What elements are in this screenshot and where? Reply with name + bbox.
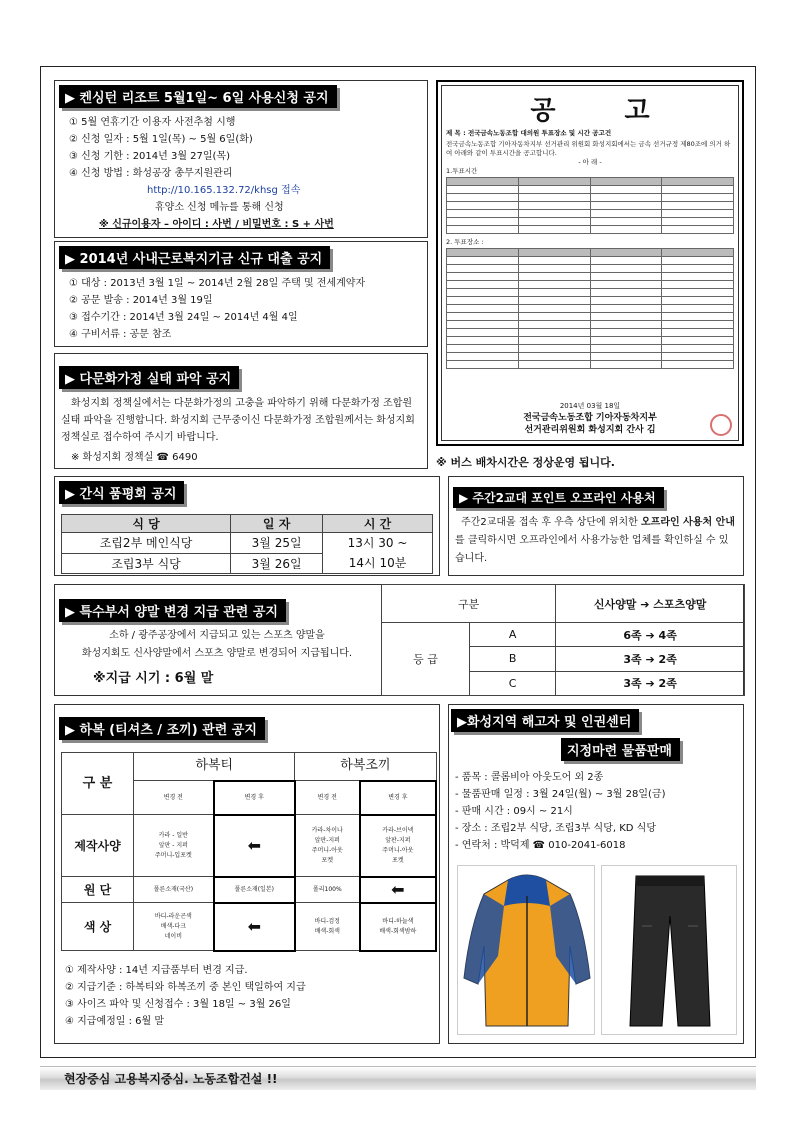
socks-note: ※지급 시기 : 6월 말 [93, 671, 214, 686]
points-offline-link[interactable]: 오프라인 사용처 안내 [641, 517, 735, 528]
snack-place-2: 조립3부 식당 [62, 553, 231, 574]
row-fabric-tee-before: 폴른소재(국산) [134, 877, 214, 903]
pants-icon [602, 866, 738, 1036]
resort-title: ▶ 켄싱턴 리조트 5월1일~ 6일 사용신청 공지 [59, 85, 337, 108]
notice-title: 공 고 [530, 96, 680, 126]
snack-header-date: 일 자 [231, 515, 323, 533]
socks-title: ▶ 특수부서 양말 변경 지급 관련 공지 [59, 599, 286, 622]
socks-table [381, 584, 745, 696]
socks-section [54, 584, 744, 696]
summer-col-group: 구 분 [62, 753, 134, 815]
row-color-tee-before: 바디-라운곤색 배색-다크 네이비 [134, 903, 214, 951]
vest-before: 변경 전 [295, 781, 360, 815]
jacket-image [457, 865, 595, 1035]
sale-line-5: - 연락처 : 박덕제 ☎ 010-2041-6018 [455, 840, 626, 851]
notice-below: - 아 래 - [578, 158, 602, 166]
resort-lines [69, 114, 427, 233]
socks-grade-c-value: 3족 ➔ 2족 [556, 671, 745, 695]
tee-after: 변경 후 [214, 781, 295, 815]
row-color-vest-before: 바디-검정 배색-회색 [295, 903, 360, 951]
resort-line-2: ② 신청 일자 : 5월 1일(목) ~ 5월 6일(화) [69, 134, 253, 145]
sale-line-3: - 판매 시간 : 09시 ~ 21시 [455, 806, 573, 817]
sale-section [448, 704, 744, 1044]
row-spec-vest-after: 카라-브이넥 앞판-지퍼 주머니-아웃 포켓 [360, 815, 436, 877]
row-spec-tee-before: 카라 - 일반 앞판 - 지퍼 주머니-입포켓 [134, 815, 214, 877]
summer-note-3: ③ 사이즈 파악 및 신청접수 : 3월 18일 ~ 3월 26일 [65, 998, 291, 1010]
socks-line-2: 화성지회도 신사양말에서 스포츠 양말로 변경되어 지급됩니다. [81, 648, 353, 659]
loan-line-3: ③ 접수기간 : 2014년 3월 24일 ~ 2014년 4월 4일 [69, 312, 298, 323]
election-notice [436, 80, 744, 446]
socks-grade-b: B [470, 647, 556, 671]
socks-header-left: 구분 [382, 585, 556, 623]
multicultural-section [54, 353, 428, 469]
summer-table [61, 752, 437, 952]
summer-section [54, 704, 440, 1044]
socks-grade-c: C [470, 671, 556, 695]
resort-menu-line: 휴양소 신청 메뉴를 통해 신청 [155, 202, 284, 213]
resort-line-1: ① 5월 연휴기간 이용자 사전추첨 시행 [69, 117, 236, 128]
resort-section [54, 80, 428, 238]
notice-subject: 제 목 : 전국금속노동조합 대의원 투표장소 및 시간 공고건 [446, 129, 612, 137]
loan-line-2: ② 공문 발송 : 2014년 3월 19일 [69, 295, 213, 306]
socks-header-right: 신사양말 ➔ 스포츠양말 [556, 585, 745, 623]
multicultural-title: ▶ 다문화가정 실태 파악 공지 [59, 366, 239, 389]
resort-url[interactable]: http://10.165.132.72/khsg 접속 [147, 185, 301, 196]
socks-grade-a-value: 6족 ➔ 4족 [556, 623, 745, 647]
summer-title: ▶ 하복 (티셔츠 / 조끼) 관련 공지 [59, 717, 265, 740]
sale-title-2: 지정마련 물품판매 [561, 738, 680, 761]
row-spec-tee-after: ⬅ [214, 815, 295, 877]
summer-note-2: ② 지급기준 : 하복티와 하복조끼 중 본인 택일하여 지급 [65, 981, 306, 993]
row-fabric-vest-before: 폴리100% [295, 877, 360, 903]
socks-grade-label: 등 급 [382, 623, 470, 696]
sale-title-1: ▶화성지역 해고자 및 인권센터 [451, 709, 639, 732]
points-text-1: 주간2교대몰 접속 후 우측 상단에 위치한 [461, 517, 641, 528]
row-color-tee-after: ⬅ [214, 903, 295, 951]
summer-note-4: ④ 지급예정일 : 6월 말 [65, 1015, 165, 1027]
snack-title: ▶ 간식 품평회 공지 [59, 481, 184, 504]
tee-before: 변경 전 [134, 781, 214, 815]
bus-note: ※ 버스 배차시간은 정상운영 됩니다. [436, 456, 615, 469]
points-section [448, 476, 744, 576]
sale-line-4: - 장소 : 조립2부 식당, 조립3부 식당, KD 식당 [455, 823, 656, 834]
snack-place-1: 조립2부 메인식당 [62, 533, 231, 554]
notice-section-1: 1.투표시간 [446, 167, 478, 175]
snack-header-time: 시 간 [323, 515, 433, 533]
points-body [455, 514, 737, 568]
row-spec-vest-before: 카라-차이나 앞판-지퍼 주머니-아웃 포켓 [295, 815, 360, 877]
resort-note: ※ 신규이용자 – 아이디 : 사번 / 비밀번호 : S + 사번 [99, 219, 334, 230]
row-color-label: 색 상 [62, 903, 134, 951]
row-fabric-tee-after: 폴른소재(일본) [214, 877, 295, 903]
socks-grade-a: A [470, 623, 556, 647]
resort-line-4: ④ 신청 방법 : 화성공장 총무지원관리 [69, 168, 233, 179]
row-color-vest-after: 바디-하늘색 배색-회색밤하 [360, 903, 436, 951]
snack-header-place: 식 당 [62, 515, 231, 533]
seal-stamp-icon [710, 414, 732, 436]
notice-place-table [446, 248, 734, 369]
row-fabric-label: 원 단 [62, 877, 134, 903]
snack-time-1: 13시 30 ~ [347, 536, 408, 550]
notice-org-1: 전국금속노동조합 기아자동차지부 [523, 413, 657, 423]
loan-title: ▶ 2014년 사내근로복지기금 신규 대출 공지 [59, 246, 330, 269]
snack-section [54, 476, 440, 576]
summer-tee-header: 하복티 [134, 753, 295, 781]
loan-line-4: ④ 구비서류 : 공문 참조 [69, 329, 172, 340]
summer-note-1: ① 제작사양 : 14년 지급품부터 변경 지급. [65, 964, 248, 976]
sale-line-1: - 품목 : 콜롬비아 아웃도어 외 2종 [455, 772, 604, 783]
notice-date: 2014년 03월 18일 [559, 402, 621, 410]
notice-intro: 전국금속노동조합 기아자동차지부 선거관리 위원회 화성지회에서는 금속 선거규정 제80조에 의거 하여 아래와 같이 투표시간을 공고합니다. [446, 140, 731, 157]
loan-line-1: ① 대상 : 2013년 3월 1일 ~ 2014년 2월 28일 주택 및 전세계약자 [69, 278, 366, 289]
vest-after: 변경 후 [360, 781, 436, 815]
points-text-2: 를 클릭하시면 오프라인에서 사용가능한 업체를 확인하실 수 있습니다. [455, 535, 729, 564]
snack-table [61, 514, 433, 574]
snack-date-2: 3월 26일 [231, 553, 323, 574]
notice-org-2: 선거관리위원회 화성지회 간사 김 [524, 425, 656, 435]
resort-line-3: ③ 신청 기한 : 2014년 3월 27일(목) [69, 151, 231, 162]
jacket-icon [458, 866, 596, 1036]
points-title: ▶ 주간2교대 포인트 오프라인 사용처 [453, 487, 664, 508]
loan-section [54, 241, 428, 347]
socks-grade-b-value: 3족 ➔ 2족 [556, 647, 745, 671]
socks-line-1: 소하 / 광주공장에서 지급되고 있는 스포츠 양말을 [109, 630, 325, 641]
summer-vest-header: 하복조끼 [295, 753, 436, 781]
snack-date-1: 3월 25일 [231, 533, 323, 554]
multicultural-contact: ※ 화성지회 정책실 ☎ 6490 [71, 452, 198, 463]
notice-time-table [446, 177, 734, 234]
sale-line-2: - 물품판매 일정 : 3월 24일(월) ~ 3월 28일(금) [455, 789, 666, 800]
notice-section-2: 2. 투표장소 : [446, 238, 484, 246]
footer-slogan: 현장중심 고용복지중심. 노동조합건설 !! [40, 1066, 756, 1090]
snack-time-2: 14시 10분 [348, 556, 407, 570]
row-spec-label: 제작사양 [62, 815, 134, 877]
pants-image [601, 865, 737, 1035]
multicultural-body: 화성지회 정책실에서는 다문화가정의 고충을 파악하기 위해 다문화가정 조합원 실태 파악을 진행합니다. 화성지회 근무중이신 다문화가정 조합원께서는 화성지회 정책실로 접수하여 주시기 바랍니다. [61, 398, 415, 443]
row-fabric-vest-after: ⬅ [360, 877, 436, 903]
